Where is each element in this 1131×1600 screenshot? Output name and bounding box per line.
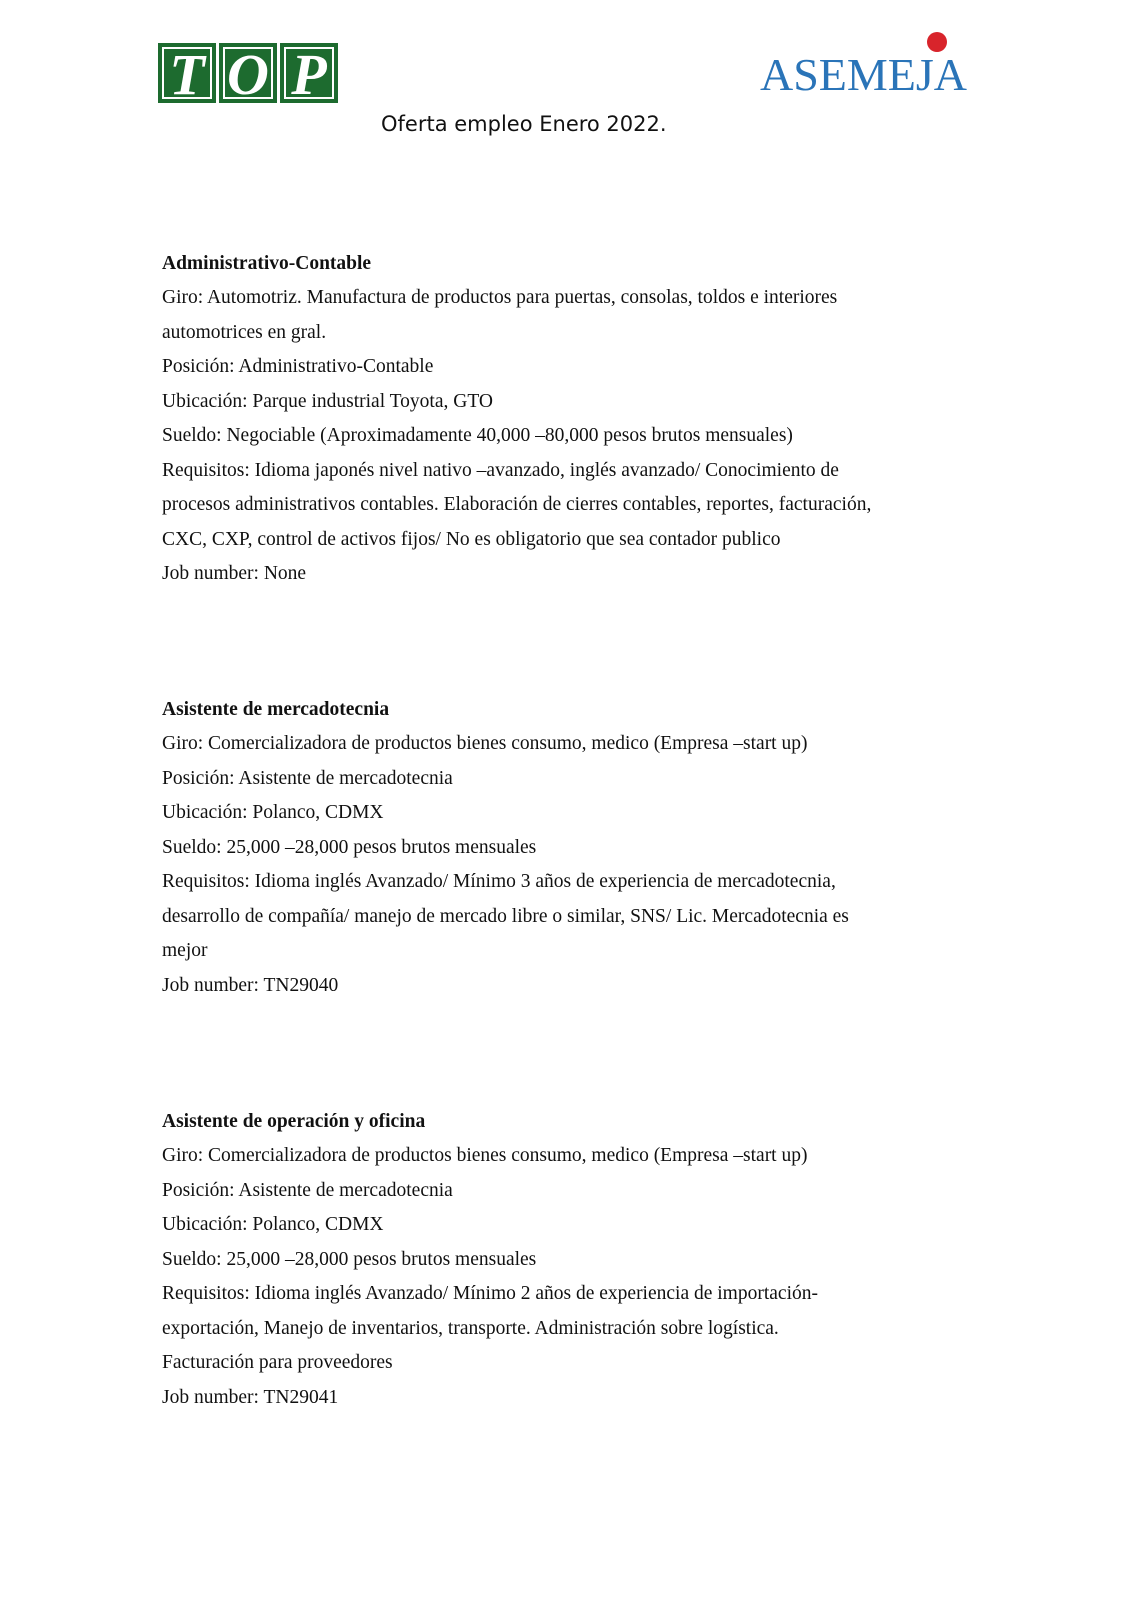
job-line: desarrollo de compañía/ manejo de mercado libre o similar, SNS/ Lic. Mercadotecnia es xyxy=(162,905,849,927)
top-logo xyxy=(158,42,341,107)
top-logo-letter-p: P xyxy=(280,43,338,103)
job-line: procesos administrativos contables. Elaboración de cierres contables, reportes, facturación, xyxy=(162,494,872,515)
job-line: Requisitos: Idioma inglés Avanzado/ Mínimo 3 años de experiencia de mercadotecnia, xyxy=(162,871,836,892)
job-number: Job number: TN29040 xyxy=(162,974,339,996)
job-number: Job number: TN29041 xyxy=(162,1386,339,1408)
job-line: Requisitos: Idioma inglés Avanzado/ Mínimo 2 años de experiencia de importación- xyxy=(162,1283,818,1304)
job-listing xyxy=(162,247,962,592)
job-line: Ubicación: Parque industrial Toyota, GTO xyxy=(162,390,493,412)
job-line: automotrices en gral. xyxy=(162,321,327,343)
asemeja-logo-text: ASEMEJA xyxy=(760,49,968,100)
top-logo-letter-t: T xyxy=(158,43,216,103)
job-line: exportación, Manejo de inventarios, transporte. Administración sobre logística. xyxy=(162,1317,779,1339)
job-line: Sueldo: 25,000 –28,000 pesos brutos mensuales xyxy=(162,1248,537,1270)
job-line: Giro: Comercializadora de productos bienes consumo, medico (Empresa –start up) xyxy=(162,733,808,754)
job-number: Job number: None xyxy=(162,563,307,584)
job-title: Asistente de operación y oficina xyxy=(162,1111,426,1132)
job-line: CXC, CXP, control de activos fijos/ No es obligatorio que sea contador publico xyxy=(162,528,781,550)
job-line: Sueldo: Negociable (Aproximadamente 40,000 –80,000 pesos brutos mensuales) xyxy=(162,425,793,446)
job-title: Asistente de mercadotecnia xyxy=(162,699,390,720)
job-line: mejor xyxy=(162,940,208,961)
job-listing xyxy=(162,693,962,1003)
job-line: Sueldo: 25,000 –28,000 pesos brutos mensuales xyxy=(162,836,537,858)
job-line: Posición: Administrativo-Contable xyxy=(162,356,434,377)
job-line: Posición: Asistente de mercadotecnia xyxy=(162,1179,453,1201)
job-line: Giro: Automotriz. Manufactura de productos para puertas, consolas, toldos e interiores xyxy=(162,287,838,308)
document-title: Oferta empleo Enero 2022. xyxy=(381,112,667,136)
job-line: Posición: Asistente de mercadotecnia xyxy=(162,767,453,789)
job-line: Ubicación: Polanco, CDMX xyxy=(162,1214,384,1235)
job-listing xyxy=(162,1105,962,1415)
top-logo-letter-o: O xyxy=(219,43,277,103)
job-title: Administrativo-Contable xyxy=(162,253,372,274)
job-line: Facturación para proveedores xyxy=(162,1352,393,1373)
job-line: Ubicación: Polanco, CDMX xyxy=(162,802,384,823)
job-line: Requisitos: Idioma japonés nivel nativo –avanzado, inglés avanzado/ Conocimiento de xyxy=(162,459,839,481)
job-line: Giro: Comercializadora de productos bienes consumo, medico (Empresa –start up) xyxy=(162,1145,808,1166)
asemeja-logo xyxy=(760,28,980,108)
